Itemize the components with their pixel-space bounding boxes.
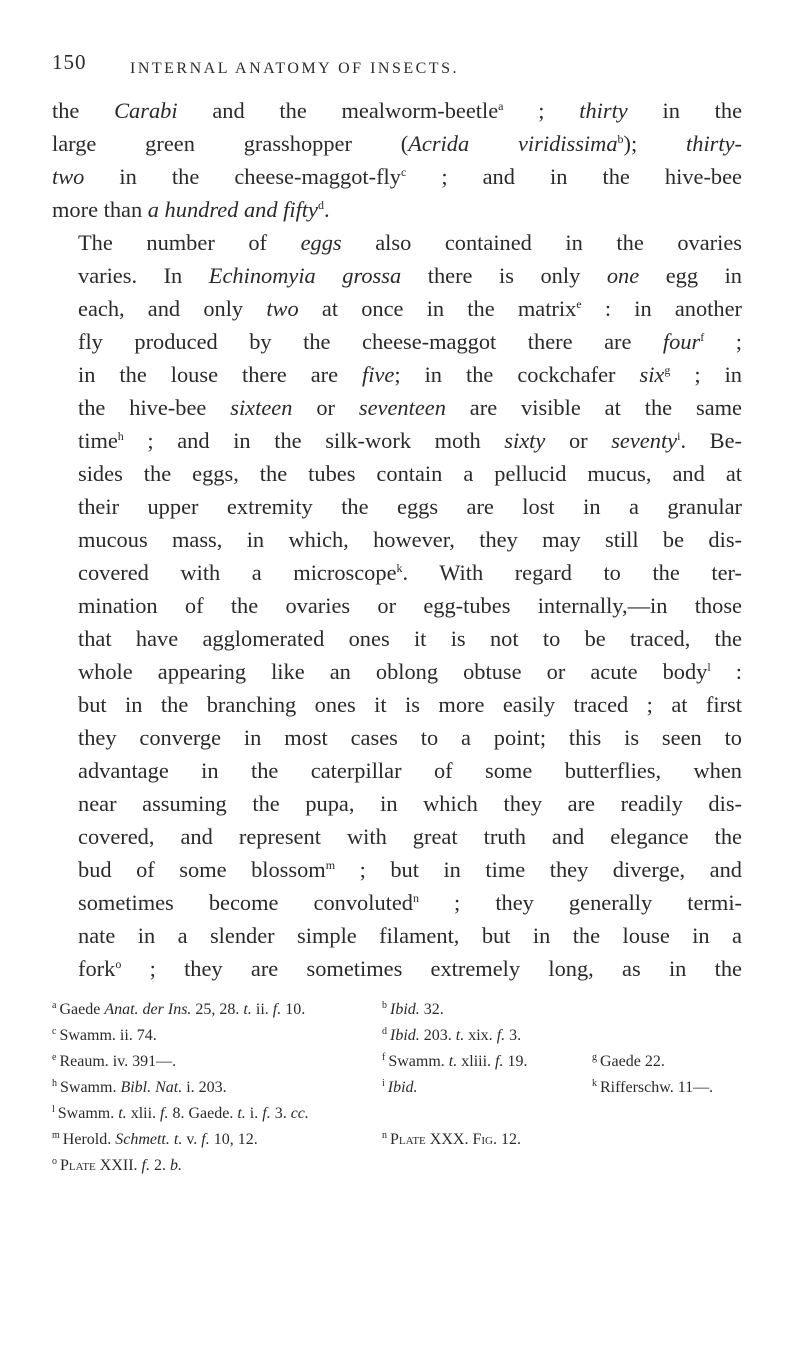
footnote-row bbox=[52, 1021, 742, 1047]
italic-text: six bbox=[639, 362, 665, 387]
italic-text: sixty bbox=[504, 428, 546, 453]
body-text bbox=[52, 94, 742, 985]
page-header bbox=[52, 46, 742, 86]
footnote-row bbox=[52, 1125, 742, 1151]
italic-text: thirty- bbox=[686, 131, 742, 156]
footnotes bbox=[52, 995, 742, 1177]
footnote: $^m$ Herold. Schmett. t. v. f. 10, 12. bbox=[52, 1130, 258, 1148]
footnote: $^d$ Ibid. 203. t. xix. f. 3. bbox=[382, 1026, 522, 1044]
text-line: each, and only two at once in the matrix$^e$ : in another bbox=[78, 296, 742, 321]
text-line: nate in a slender simple filament, but in the louse in a bbox=[78, 923, 742, 948]
italic-text: five bbox=[362, 362, 395, 387]
italic-text: t. bbox=[118, 1105, 127, 1122]
footnote-row bbox=[52, 1073, 742, 1099]
italic-text: Bibl. Nat. bbox=[120, 1079, 183, 1096]
footnote-ref: m bbox=[325, 858, 336, 872]
text-line: more than a hundred and fifty$^d$. bbox=[52, 197, 330, 222]
italic-text: f. bbox=[141, 1157, 150, 1174]
text-line: in the louse there are five; in the cockchafer six$^g$ ; in bbox=[78, 362, 742, 387]
footnote-ref: g bbox=[664, 363, 671, 377]
text-line: covered with a microscope$^k$. With regard to the ter- bbox=[78, 560, 742, 585]
footnote-marker: a bbox=[52, 1000, 57, 1011]
paragraph-2 bbox=[52, 226, 742, 985]
smallcaps-text: Plate bbox=[390, 1131, 426, 1148]
italic-text: Echinomyia grossa bbox=[208, 263, 402, 288]
text-line: mination of the ovaries or egg-tubes internally,—in those bbox=[78, 593, 742, 618]
italic-text: f. bbox=[160, 1105, 169, 1122]
text-line: sometimes become convoluted$^n$ ; they generally termi- bbox=[78, 890, 742, 915]
footnote-marker: h bbox=[52, 1078, 57, 1089]
page-number: 150 bbox=[52, 50, 87, 74]
footnote-ref: i bbox=[677, 429, 681, 443]
text-line: fork$^o$ ; they are sometimes extremely long, as in the bbox=[78, 956, 742, 981]
italic-text: f. bbox=[272, 1001, 282, 1018]
footnote-row bbox=[52, 1047, 742, 1073]
footnote-ref: k bbox=[396, 561, 403, 575]
footnote-ref: n bbox=[413, 891, 419, 905]
footnote: $^k$ Rifferschw. 11—. bbox=[592, 1078, 714, 1096]
text-line: The number of eggs also contained in the ovaries bbox=[78, 230, 742, 255]
text-line: the Carabi and the mealworm-beetle$^a$ ; thirty in the bbox=[52, 98, 743, 123]
footnote-ref: d bbox=[317, 198, 324, 212]
footnote: $^a$ Gaede Anat. der Ins. 25, 28. t. ii. f. 10. bbox=[52, 1000, 306, 1018]
italic-text: f. bbox=[495, 1053, 504, 1070]
footnote-marker: n bbox=[382, 1130, 387, 1141]
footnote-marker: k bbox=[592, 1078, 597, 1089]
footnote-marker: b bbox=[382, 1000, 387, 1011]
text-line: two in the cheese-maggot-fly$^c$ ; and in the hive-bee bbox=[52, 164, 742, 189]
text-line: near assuming the pupa, in which they are readily dis- bbox=[78, 791, 742, 816]
footnote-marker: c bbox=[52, 1026, 57, 1037]
text-line: varies. In Echinomyia grossa there is only one egg in bbox=[78, 263, 742, 288]
text-line: bud of some blossom$^m$ ; but in time they diverge, and bbox=[78, 857, 742, 882]
footnote-ref: f bbox=[700, 330, 705, 344]
footnote bbox=[382, 1073, 592, 1099]
italic-text: cc. bbox=[290, 1105, 309, 1122]
italic-text: seventy bbox=[611, 428, 678, 453]
footnote bbox=[592, 995, 742, 1021]
italic-text: t. bbox=[448, 1053, 458, 1070]
footnote: $^l$ Swamm. t. xlii. f. 8. Gaede. t. i. f. 3. cc. bbox=[52, 1104, 309, 1122]
text-line: time$^h$ ; and in the silk-work moth sixty or seventy$^i$. Be- bbox=[78, 428, 742, 453]
italic-text: seventeen bbox=[358, 395, 446, 420]
footnote: $^b$ Ibid. 32. bbox=[382, 1000, 444, 1018]
text-line: that have agglomerated ones it is not to be traced, the bbox=[78, 626, 742, 651]
text-line: sides the eggs, the tubes contain a pellucid mucus, and at bbox=[78, 461, 742, 486]
footnote-marker: e bbox=[52, 1052, 57, 1063]
footnote-ref: h bbox=[117, 429, 124, 443]
footnote-ref: c bbox=[400, 165, 407, 179]
footnote bbox=[592, 1021, 742, 1047]
footnote-row bbox=[52, 995, 742, 1021]
italic-text: Schmett. bbox=[115, 1131, 170, 1148]
smallcaps-text: Plate bbox=[60, 1157, 96, 1174]
footnote-ref: l bbox=[707, 660, 711, 674]
italic-text: Ibid. bbox=[390, 1027, 420, 1044]
footnote-marker: m bbox=[52, 1130, 60, 1141]
text-line: their upper extremity the eggs are lost in a granular bbox=[78, 494, 742, 519]
italic-text: two bbox=[52, 164, 85, 189]
page bbox=[52, 46, 742, 1177]
footnote-marker: l bbox=[52, 1104, 55, 1115]
footnote: $^h$ Swamm. Bibl. Nat. i. 203. bbox=[52, 1078, 227, 1096]
footnote: $^c$ Swamm. ii. 74. bbox=[52, 1026, 157, 1044]
text-line: large green grasshopper (Acrida viridissima$^b$); thirty- bbox=[52, 131, 742, 156]
smallcaps-text: Fig. bbox=[472, 1131, 497, 1148]
italic-text: Ibid. bbox=[390, 1001, 420, 1018]
italic-text: Anat. der Ins. bbox=[104, 1001, 192, 1018]
italic-text: t. bbox=[455, 1027, 465, 1044]
italic-text: sixteen bbox=[230, 395, 293, 420]
text-line: fly produced by the cheese-maggot there are four$^f$ ; bbox=[78, 329, 742, 354]
paragraph-1 bbox=[52, 94, 742, 226]
footnote bbox=[592, 1125, 742, 1151]
footnote-ref: b bbox=[617, 132, 624, 146]
italic-text: t. bbox=[237, 1105, 246, 1122]
footnote-ref: o bbox=[115, 957, 122, 971]
italic-text: thirty bbox=[579, 98, 628, 123]
text-line: mucous mass, in which, however, they may still be dis- bbox=[78, 527, 742, 552]
italic-text: f. bbox=[496, 1027, 506, 1044]
footnote: $^o$ Plate XXII. f. 2. b. bbox=[52, 1156, 182, 1174]
italic-text: Ibid. bbox=[387, 1079, 418, 1096]
footnote: $^g$ Gaede 22. bbox=[592, 1052, 665, 1070]
italic-text: t. bbox=[243, 1001, 252, 1018]
text-line: but in the branching ones it is more easily traced ; at first bbox=[78, 692, 742, 717]
italic-text: t. bbox=[173, 1131, 183, 1148]
italic-text: one bbox=[606, 263, 640, 288]
italic-text: four bbox=[662, 329, 701, 354]
footnote-ref: e bbox=[576, 297, 582, 311]
running-head: INTERNAL ANATOMY OF INSECTS. bbox=[130, 60, 459, 77]
italic-text: Acrida viridissima bbox=[408, 131, 618, 156]
text-line: covered, and represent with great truth and elegance the bbox=[78, 824, 742, 849]
italic-text: Carabi bbox=[114, 98, 178, 123]
italic-text: a hundred and fifty bbox=[147, 197, 318, 222]
italic-text: f. bbox=[262, 1105, 271, 1122]
footnote: $^e$ Reaum. iv. 391—. bbox=[52, 1052, 177, 1070]
text-line: whole appearing like an oblong obtuse or acute body$^l$ : bbox=[78, 659, 742, 684]
text-line: the hive-bee sixteen or seventeen are visible at the same bbox=[78, 395, 742, 420]
footnote-marker: g bbox=[592, 1052, 597, 1063]
footnote-marker: o bbox=[52, 1156, 57, 1167]
footnote-marker: i bbox=[382, 1078, 385, 1089]
footnote-row bbox=[52, 1099, 742, 1125]
text-line: advantage in the caterpillar of some butterflies, when bbox=[78, 758, 742, 783]
footnote: $^n$ Plate XXX. Fig. 12. bbox=[382, 1130, 521, 1148]
italic-text: f. bbox=[201, 1131, 210, 1148]
footnote-marker: d bbox=[382, 1026, 387, 1037]
italic-text: two bbox=[266, 296, 299, 321]
footnote-ref: a bbox=[498, 99, 504, 113]
footnote-marker: f bbox=[382, 1052, 386, 1063]
italic-text: b. bbox=[170, 1157, 182, 1174]
italic-text: eggs bbox=[300, 230, 342, 255]
footnote-row bbox=[52, 1151, 742, 1177]
text-line: they converge in most cases to a point; this is seen to bbox=[78, 725, 742, 750]
footnote: $^f$ Swamm. t. xliii. f. 19. bbox=[382, 1052, 528, 1070]
